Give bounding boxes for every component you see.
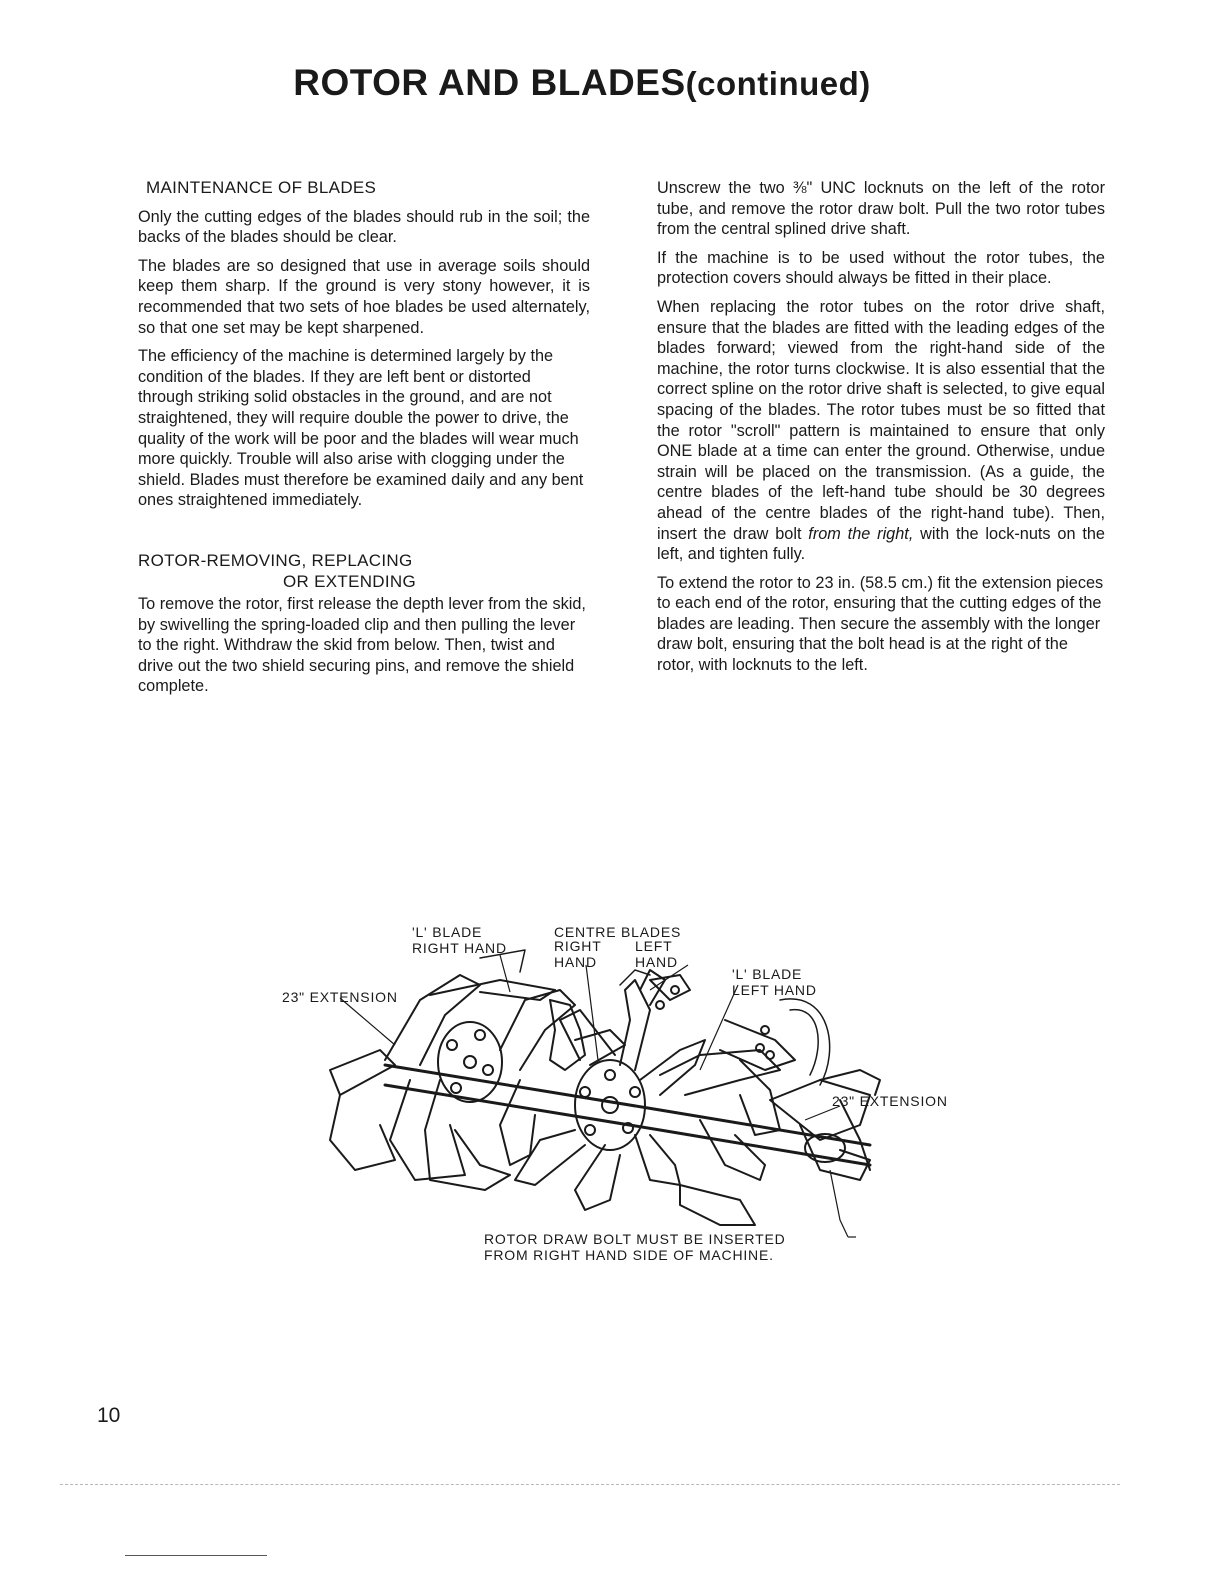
label-l-blade-right-hand-line2: RIGHT HAND [412,940,507,956]
p3-italic: from the right, [808,524,914,543]
right-paragraph-1: Unscrew the two ⅜" UNC locknuts on the left of the rotor tube, and remove the rotor draw bolt. Pull the two rotor tubes from the central splined drive shaft. [657,179,1105,239]
right-paragraph-2: If the machine is to be used without the rotor tubes, the protection covers should always be fitted in their place. [657,248,1105,288]
right-paragraph-3 [657,297,1105,565]
rotor-assembly-drawing [180,880,1040,1280]
maintenance-paragraph-2: The blades are so designed that use in average soils should keep them sharp. If the ground is very stony however, it is recommended that two sets of hoe blades be used alternately, so that one set may be kept sharpened. [138,256,590,337]
label-l-blade-right-hand [412,924,507,956]
label-extension-left: 23" EXTENSION [282,989,398,1005]
maintenance-paragraph-3: The efficiency of the machine is determined largely by the condition of the blades. If they are left bent or distorted through striking solid obstacles in the ground, and are not straightened, they will require double the power to drive, the quality of the work will be poor and the blades will wear much more quickly. Trouble will also arise with clogging under the shield. Blades must therefore be examined daily and any bent ones straightened immediately. [138,347,584,510]
title-main: ROTOR AND BLADES [293,62,686,103]
p3-text-a: When replacing the rotor tubes on the rotor drive shaft, ensure that the blades are fitted with the leading edges of the blades forward; viewed from the right-hand side of the machine, the rotor turns clockwise. It is also essential that the correct spline on the rotor drive shaft is selected, to give equal spacing of the blades. The rotor tubes must be so fitted that the rotor "scroll" pattern is maintained to ensure that only ONE blade at a time can enter the ground. Otherwise, undue strain will be placed on the transmission. (As a guide, the centre blades of the left-hand tube should be 30 degrees ahead of the centre blades of the right-hand tube). Then, insert the draw bolt [657,297,1105,543]
label-centre-right-hand [554,938,602,970]
p3-text-b: with the lock-nuts on the left, and tighten fully. [657,524,1105,564]
label-l-blade-left-hand [732,966,817,998]
rotor-blades-diagram [180,880,1040,1280]
label-centre-left-line2: HAND [635,954,678,970]
label-centre-left-line1: LEFT [635,938,673,954]
right-paragraph-4: To extend the rotor to 23 in. (58.5 cm.) fit the extension pieces to each end of the rotor, ensuring that the cutting edges of the blades are leading. Then secure the assembly with the longer draw bolt, ensuring that the bolt head is at the right of the rotor, with locknuts to the left. [657,573,1104,675]
footer-rule [60,1484,1120,1485]
label-centre-right-line1: RIGHT [554,938,602,954]
blue-rule [125,1555,267,1556]
label-extension-right: 23" EXTENSION [832,1093,948,1109]
left-column [138,178,590,705]
label-centre-left-hand [635,938,678,970]
maintenance-heading: MAINTENANCE OF BLADES [146,178,377,197]
label-l-blade-right-hand-line1: 'L' BLADE [412,924,483,940]
right-column [657,178,1105,684]
label-draw-bolt-line1: ROTOR DRAW BOLT MUST BE INSERTED [484,1231,786,1247]
label-l-blade-left-hand-line2: LEFT HAND [732,982,817,998]
page-title [0,62,1164,104]
label-draw-bolt-line2: FROM RIGHT HAND SIDE OF MACHINE. [484,1247,774,1263]
label-draw-bolt-note [484,1231,786,1263]
rotor-heading-line-1: ROTOR-REMOVING, REPLACING [138,550,413,570]
title-continued: (continued) [685,65,871,102]
rotor-removal-paragraph: To remove the rotor, first release the depth lever from the skid, by swivelling the spring-loaded clip and then pulling the lever to the right. Withdraw the skid from below. Then, twist and drive out the two shield securing pins, and remove the shield complete. [138,595,586,696]
page-number: 10 [97,1404,121,1427]
label-centre-blades: CENTRE BLADES [554,924,682,940]
maintenance-paragraph-1: Only the cutting edges of the blades should rub in the soil; the backs of the blades should be clear. [138,207,590,247]
label-centre-right-line2: HAND [554,954,597,970]
rotor-heading-line-2: OR EXTENDING [283,571,417,591]
label-l-blade-left-hand-line1: 'L' BLADE [732,966,803,982]
